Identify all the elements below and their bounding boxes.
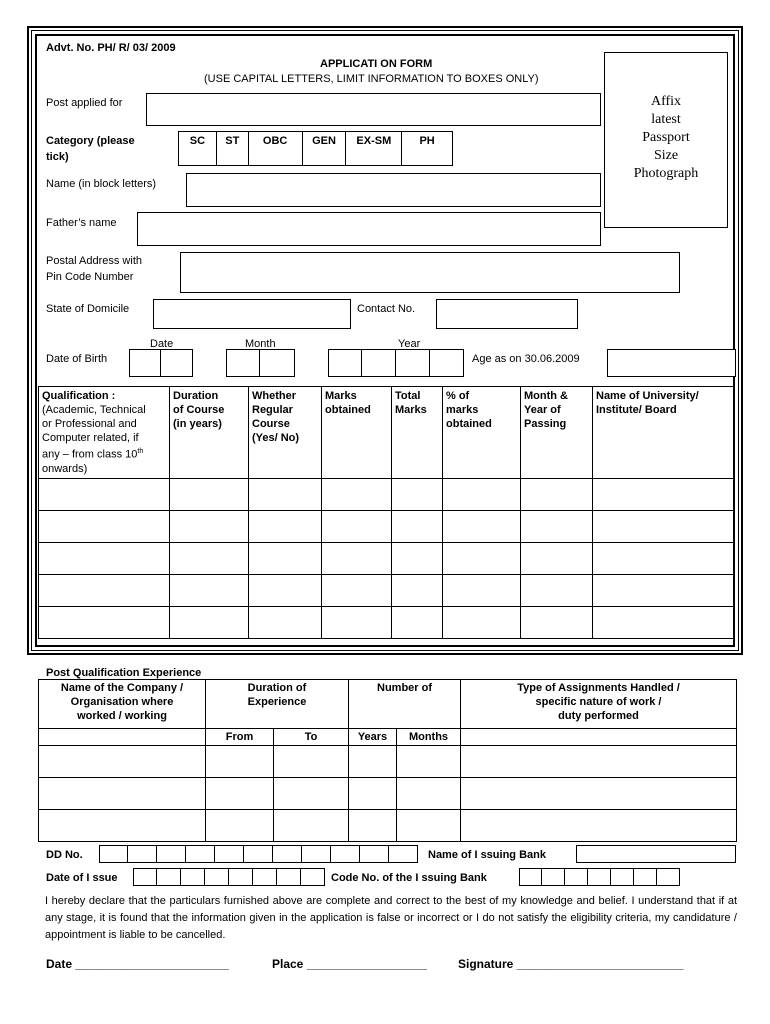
header-line: Number of [377,682,432,694]
header-line: obtained [325,404,371,416]
experience-row[interactable] [39,810,737,842]
qualification-note: or Professional and [42,418,137,430]
age-label: Age as on 30.06.2009 [472,353,580,365]
header-line: (in years) [173,418,222,430]
header-line: (Yes/ No) [252,432,300,444]
dob-label: Date of Birth [46,353,108,365]
bank-code-cells[interactable] [519,868,680,886]
place-line[interactable]: Place __________________ [272,957,427,971]
header-line: Name of University/ [596,390,699,402]
name-label: Name (in block letters) [46,178,157,190]
post-applied-input[interactable] [146,93,601,126]
photo-line: Affix [650,94,682,109]
experience-row[interactable] [39,746,737,778]
advt-number: Advt. No. PH/ R/ 03/ 2009 [46,42,176,54]
state-domicile-input[interactable] [153,299,351,329]
header-line: Year of [524,404,561,416]
photo-instructions [605,93,727,183]
postal-address-input[interactable] [180,252,680,293]
duration-experience-header [206,680,349,729]
state-domicile-label: State of Domicile [46,303,130,315]
qualification-note-superscript: th [137,448,144,455]
qualification-table [38,386,735,639]
experience-row[interactable] [39,778,737,810]
father-name-label: Father’s name [46,217,117,229]
percent-marks-col-header [443,387,521,479]
qualification-note: (Academic, Technical [42,404,146,416]
signature-line[interactable]: Signature _________________________ [458,957,684,971]
category-ph[interactable]: PH [402,132,453,166]
qualification-row[interactable] [39,607,735,639]
header-line: Organisation where [70,696,174,708]
post-applied-label: Post applied for [46,97,123,109]
age-input[interactable] [607,349,736,377]
experience-table [38,679,737,842]
company-col-header [39,680,206,729]
category-options [178,131,453,166]
from-header: From [206,729,274,746]
photo-box[interactable] [604,52,728,228]
to-header: To [274,729,349,746]
header-line: Course [252,418,290,430]
years-header: Years [349,729,397,746]
bank-code-label: Code No. of the I ssuing Bank [331,872,487,884]
header-line: Marks [325,390,357,402]
qualification-row[interactable] [39,479,735,511]
qualification-note: Computer related, if [42,432,139,444]
header-line: Duration [173,390,219,402]
assignment-type-header [461,680,737,729]
header-line: Total [395,390,421,402]
name-input[interactable] [186,173,601,207]
header-line: Experience [247,696,307,708]
dd-no-label: DD No. [46,849,83,861]
form-instruction: (USE CAPITAL LETTERS, LIMIT INFORMATION TO BOXES ONLY) [204,73,539,85]
photo-line: Photograph [633,166,699,181]
dd-no-cells[interactable] [99,845,418,863]
declaration-text: I hereby declare that the particulars furnished above are complete and correct to the best of my knowledge and belief. I understand that if at any stage, it is found that the information given in the application is false or incorrect or I do not satisfy the eligibility criteria, my candidature / appointment is liable to be cancelled. [45,895,737,941]
header-line: specific nature of work / [535,696,662,708]
header-line: marks [446,404,479,416]
total-marks-col-header [392,387,443,479]
qualification-row[interactable] [39,543,735,575]
issuing-bank-input[interactable] [576,845,736,863]
category-obc[interactable]: OBC [248,132,302,166]
qualification-header-row [39,387,735,479]
date-signature-line[interactable]: Date _______________________ [46,957,229,971]
header-line: Month & [524,390,568,402]
category-sc[interactable]: SC [179,132,217,166]
category-ex-sm[interactable]: EX-SM [346,132,402,166]
category-label-cont: tick) [46,151,69,163]
qualification-note: any – from class 10 [42,448,138,461]
header-line: Name of the Company / [60,682,184,694]
postal-address-label-cont: Pin Code Number [46,271,134,283]
dob-month-cells[interactable] [226,349,295,377]
dob-month-sublabel: Month [245,338,276,350]
university-col-header [593,387,735,479]
number-of-header [349,680,461,729]
qualification-note: onwards) [42,462,88,475]
dob-year-sublabel: Year [398,338,421,350]
header-line: worked / working [77,710,167,722]
category-gen[interactable]: GEN [302,132,346,166]
header-line: Marks [395,404,427,416]
qualification-row[interactable] [39,511,735,543]
regular-course-col-header [249,387,322,479]
header-line: Duration of [247,682,307,694]
photo-line: Passport [642,130,690,145]
marks-obtained-col-header [322,387,392,479]
header-line: Regular [252,404,293,416]
dob-day-cells[interactable] [129,349,193,377]
header-line: duty performed [558,710,639,722]
header-line: % of [446,390,470,402]
date-issue-label: Date of I ssue [46,872,118,884]
category-st[interactable]: ST [216,132,248,166]
issuing-bank-label: Name of I ssuing Bank [428,849,546,861]
form-title: APPLICATI ON FORM [320,58,433,70]
header-line: Institute/ Board [596,404,677,416]
date-issue-cells[interactable] [133,868,325,886]
postal-address-label: Postal Address with [46,255,142,267]
header-line: obtained [446,418,492,430]
passing-year-col-header [521,387,593,479]
header-line: of Course [173,404,225,416]
header-line: Type of Assignments Handled / [517,682,680,694]
father-name-input[interactable] [137,212,601,246]
photo-line: Size [653,148,679,163]
category-label: Category (please [46,135,135,147]
months-header: Months [397,729,461,746]
dob-year-cells[interactable] [328,349,464,377]
photo-line: latest [651,112,681,127]
qualification-row[interactable] [39,575,735,607]
qualification-col-header [39,387,170,479]
contact-input[interactable] [436,299,578,329]
dob-date-sublabel: Date [150,338,174,350]
header-line: Passing [524,418,567,430]
duration-col-header [170,387,249,479]
contact-label: Contact No. [357,303,416,315]
header-line: Whether [252,390,296,402]
qualification-title: Qualification : [42,390,116,402]
experience-title: Post Qualification Experience [46,667,202,679]
